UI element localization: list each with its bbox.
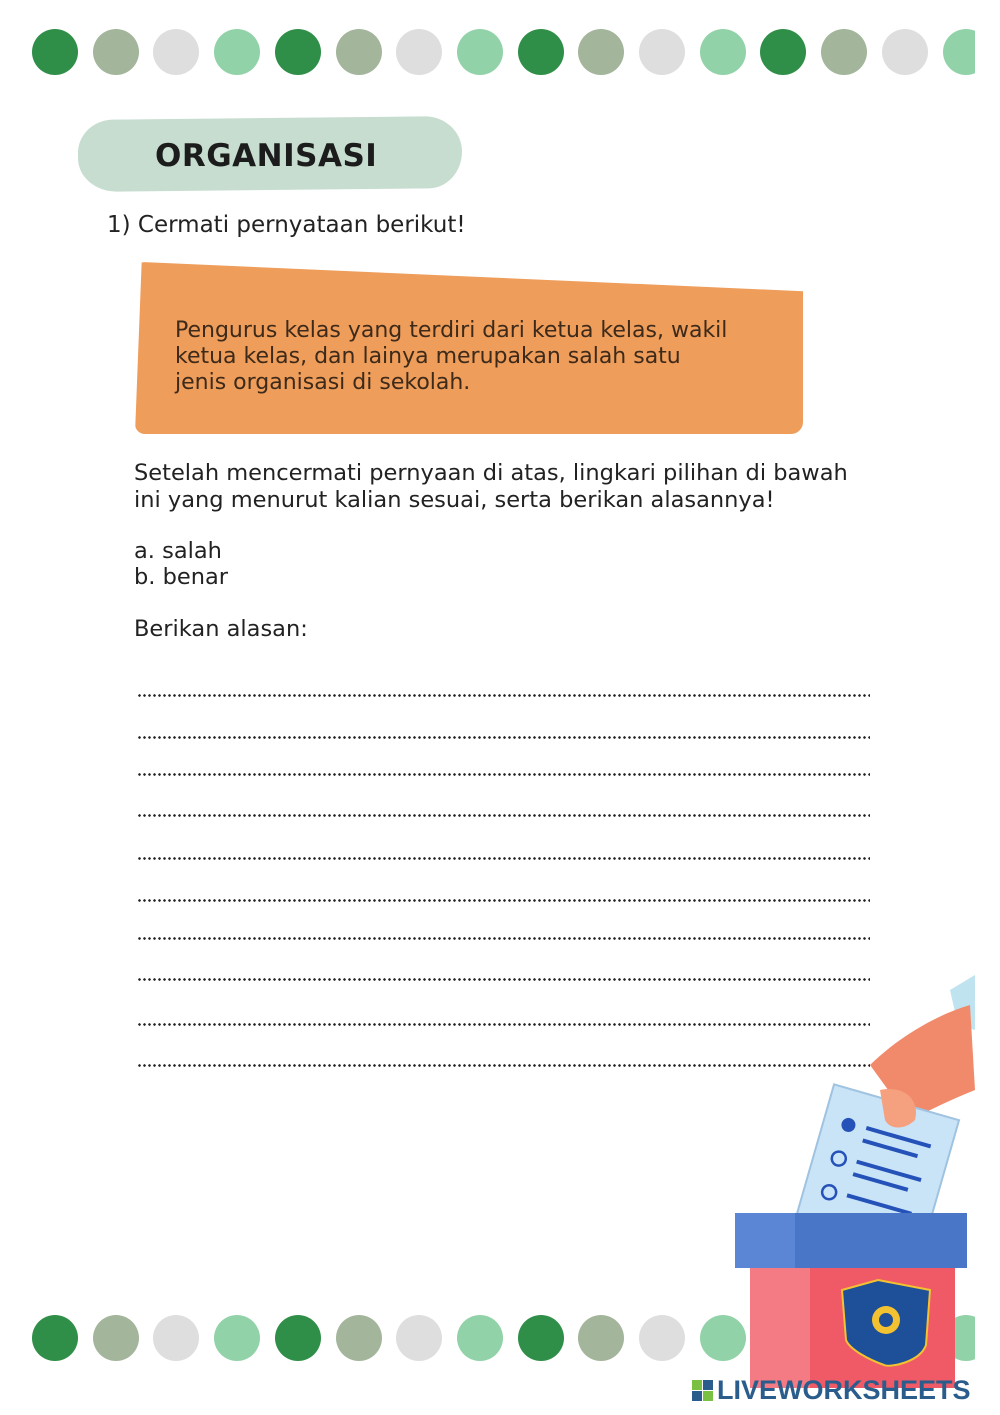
instruction-line: ini yang menurut kalian sesuai, serta berikan alasannya! — [134, 487, 775, 513]
decorative-dot — [153, 1315, 199, 1361]
answer-line[interactable] — [137, 937, 870, 940]
decorative-dot — [639, 29, 685, 75]
decorative-dot — [336, 1315, 382, 1361]
decorative-dot — [214, 29, 260, 75]
answer-line[interactable] — [137, 773, 870, 776]
statement-line: jenis organisasi di sekolah. — [175, 370, 471, 395]
statement-text — [175, 318, 775, 396]
decorative-dot — [700, 29, 746, 75]
answer-line[interactable] — [137, 814, 870, 817]
decorative-dot — [943, 29, 976, 75]
decorative-dot — [760, 29, 806, 75]
ballot-box-illustration — [720, 970, 980, 1390]
option-a[interactable]: a. salah — [134, 538, 222, 564]
decorative-dot — [396, 29, 442, 75]
decorative-dot — [396, 1315, 442, 1361]
page-title: ORGANISASI — [155, 138, 378, 174]
decorative-dot — [93, 1315, 139, 1361]
answer-line[interactable] — [137, 899, 870, 902]
decorative-dot — [518, 1315, 564, 1361]
box-body-highlight — [750, 1268, 810, 1388]
box-lid-highlight — [735, 1213, 795, 1268]
statement-line: ketua kelas, dan lainya merupakan salah satu — [175, 344, 681, 369]
instruction-line: Setelah mencermati pernyaan di atas, lingkari pilihan di bawah — [134, 460, 848, 486]
instruction-text — [134, 460, 894, 514]
decorative-dot — [153, 29, 199, 75]
reason-label: Berikan alasan: — [134, 616, 308, 642]
decorative-dot — [639, 1315, 685, 1361]
decorative-dot — [578, 1315, 624, 1361]
decorative-dot — [275, 29, 321, 75]
decorative-dot — [457, 29, 503, 75]
decorative-dot — [821, 29, 867, 75]
top-dot-border — [0, 29, 975, 79]
liveworksheets-watermark — [692, 1375, 971, 1405]
answer-line[interactable] — [137, 694, 870, 697]
answer-line[interactable] — [137, 736, 870, 739]
decorative-dot — [457, 1315, 503, 1361]
decorative-dot — [275, 1315, 321, 1361]
answer-line[interactable] — [137, 857, 870, 860]
decorative-dot — [93, 29, 139, 75]
watermark-text: LIVEWORKSHEETS — [717, 1374, 971, 1405]
decorative-dot — [882, 29, 928, 75]
decorative-dot — [518, 29, 564, 75]
decorative-dot — [32, 29, 78, 75]
decorative-dot — [214, 1315, 260, 1361]
decorative-dot — [336, 29, 382, 75]
option-b[interactable]: b. benar — [134, 564, 229, 590]
decorative-dot — [578, 29, 624, 75]
statement-line: Pengurus kelas yang terdiri dari ketua kelas, wakil — [175, 318, 728, 343]
decorative-dot — [32, 1315, 78, 1361]
liveworksheets-logo-icon — [692, 1380, 713, 1401]
question-prompt: 1) Cermati pernyataan berikut! — [107, 212, 466, 238]
